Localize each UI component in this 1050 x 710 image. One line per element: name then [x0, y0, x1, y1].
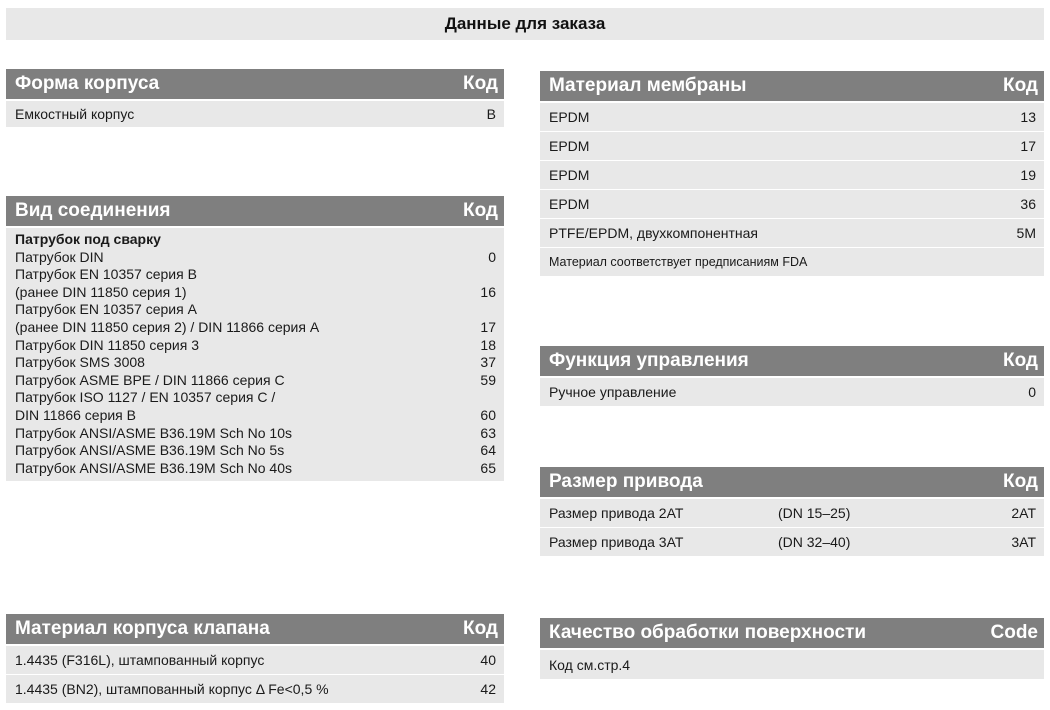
table-row — [6, 675, 504, 704]
row-code: 42 — [480, 681, 496, 697]
row-label: EPDM — [549, 167, 590, 183]
item-label-line: (ранее DIN 11850 серия 2) / DIN 11866 серия A — [15, 318, 320, 335]
row-label: EPDM — [549, 196, 590, 212]
item-label — [15, 301, 319, 336]
list-item — [15, 266, 496, 301]
item-code: 59 — [480, 371, 496, 388]
actuator-table — [540, 467, 1044, 557]
list-item — [15, 337, 496, 355]
table-row — [540, 132, 1044, 161]
membrane-header-title: Материал мембраны — [549, 75, 747, 96]
item-label-line: Патрубок EN 10357 серия A — [15, 301, 197, 318]
row-label: Размер привода 2AT — [549, 505, 684, 521]
housing-header-code: Код — [462, 73, 498, 94]
connection-subtitle: Патрубок под сварку — [15, 231, 161, 247]
table-row — [540, 103, 1044, 132]
row-code: 2AT — [1011, 505, 1036, 521]
list-item — [15, 249, 496, 267]
row-code: 40 — [480, 652, 496, 668]
list-item — [15, 372, 496, 390]
row-label: Ручное управление — [549, 384, 677, 400]
item-label: Патрубок ANSI/ASME B36.19M Sch No 5s — [15, 442, 285, 459]
item-label: Патрубок DIN 11850 серия 3 — [15, 336, 199, 353]
note-text: Материал соответствует предписаниям FDA — [549, 255, 808, 269]
table-row — [540, 528, 1044, 557]
item-code: 60 — [480, 406, 496, 423]
row-code: 0 — [1028, 384, 1036, 400]
item-label-line: DIN 11866 серия B — [15, 406, 136, 423]
item-code: 0 — [488, 248, 496, 265]
list-item — [15, 389, 496, 424]
control-header-title: Функция управления — [549, 350, 749, 371]
table-row — [540, 161, 1044, 190]
row-label: EPDM — [549, 138, 590, 154]
row-label: 1.4435 (BN2), штампованный корпус Δ Fe<0,5 % — [15, 681, 329, 697]
membrane-table — [540, 71, 1044, 277]
row-range: (DN 32–40) — [778, 534, 851, 550]
item-label-line: (ранее DIN 11850 серия 1) — [15, 283, 187, 300]
row-code: 19 — [1020, 167, 1036, 183]
item-code: 17 — [480, 318, 496, 335]
row-code: B — [486, 106, 496, 122]
table-row — [540, 650, 1044, 680]
connection-header-title: Вид соединения — [15, 200, 171, 221]
row-code: 5M — [1016, 225, 1036, 241]
table-row — [540, 499, 1044, 528]
page-title: Данные для заказа — [6, 8, 1044, 40]
table-row — [6, 101, 504, 128]
row-code: 13 — [1020, 109, 1036, 125]
item-label: Патрубок DIN — [15, 248, 104, 265]
list-item — [15, 442, 496, 460]
item-label: Патрубок ASME BPE / DIN 11866 серия C — [15, 371, 285, 388]
row-code: 36 — [1020, 196, 1036, 212]
item-label — [15, 266, 197, 301]
table-row — [540, 219, 1044, 248]
surface-header-code: Code — [990, 622, 1038, 643]
surface-header-title: Качество обработки поверхности — [549, 622, 866, 643]
actuator-header — [540, 467, 1044, 499]
connection-header — [6, 196, 504, 228]
table-row — [540, 190, 1044, 219]
list-item — [15, 354, 496, 372]
row-code: 17 — [1020, 138, 1036, 154]
item-code: 37 — [480, 354, 496, 371]
item-code: 63 — [480, 424, 496, 441]
item-label-line: Патрубок ISO 1127 / EN 10357 серия C / — [15, 389, 276, 406]
control-header — [540, 346, 1044, 378]
actuator-header-code: Код — [1002, 471, 1038, 492]
item-label: Патрубок ANSI/ASME B36.19M Sch No 40s — [15, 459, 292, 476]
item-code: 65 — [480, 459, 496, 476]
list-item — [15, 425, 496, 443]
control-header-code: Код — [1002, 350, 1038, 371]
row-label: Код см.стр.4 — [549, 656, 631, 673]
membrane-header-code: Код — [1002, 75, 1038, 96]
item-code: 18 — [480, 336, 496, 353]
housing-table — [6, 69, 504, 128]
body-material-header-code: Код — [462, 618, 498, 639]
membrane-note — [540, 248, 1044, 277]
row-label: 1.4435 (F316L), штампованный корпус — [15, 652, 265, 668]
body-material-header — [6, 614, 504, 646]
membrane-header — [540, 71, 1044, 103]
housing-header — [6, 69, 504, 101]
row-label: EPDM — [549, 109, 590, 125]
item-code: 64 — [480, 442, 496, 459]
row-code: 3AT — [1011, 534, 1036, 550]
list-item — [15, 301, 496, 336]
actuator-header-title: Размер привода — [549, 471, 703, 492]
table-row — [6, 646, 504, 675]
item-label: Патрубок ANSI/ASME B36.19M Sch No 10s — [15, 424, 292, 441]
row-range: (DN 15–25) — [778, 505, 851, 521]
list-item — [15, 460, 496, 478]
connection-header-code: Код — [462, 200, 498, 221]
item-code: 16 — [480, 283, 496, 300]
body-material-table — [6, 614, 504, 704]
connection-list — [6, 228, 504, 481]
item-label: Патрубок SMS 3008 — [15, 354, 145, 371]
table-row — [540, 378, 1044, 407]
connection-table — [6, 196, 504, 481]
surface-table — [540, 618, 1044, 680]
row-label: Емкостный корпус — [15, 106, 135, 122]
housing-header-title: Форма корпуса — [15, 73, 160, 94]
control-table — [540, 346, 1044, 407]
row-label: Размер привода 3AT — [549, 534, 684, 550]
surface-header — [540, 618, 1044, 650]
item-label — [15, 389, 275, 424]
body-material-header-title: Материал корпуса клапана — [15, 618, 270, 639]
row-label: PTFE/EPDM, двухкомпонентная — [549, 225, 759, 241]
item-label-line: Патрубок EN 10357 серия B — [15, 266, 197, 283]
